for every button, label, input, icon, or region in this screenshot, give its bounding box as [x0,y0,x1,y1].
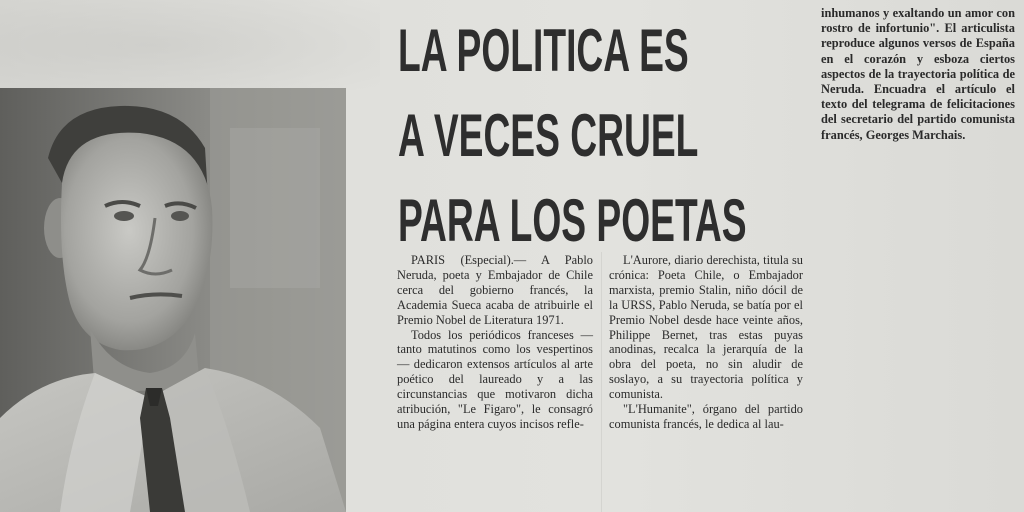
headline-line-3: PARA LOS POETAS [398,187,747,254]
paragraph: PARIS (Especial).— A Pablo Neruda, poeta y Embajador de Chile cerca del gobierno francés, la Academia Sueca acaba de atribuirle el Premio Nobel de Literatura 1971. [397,253,593,327]
paragraph: inhumanos y exaltando un amor con rostro de infortunio". El articulista reproduce algunos versos de España en el corazón y esboza ciertos aspectos de la trayectoria política de Neruda. Encuadra el artículo el texto del telegrama de felicitaciones del secretario del partido comunista francés, Georges Marchais. [821,6,1015,142]
article-column-3 [821,6,1015,143]
show-through-shadow [0,0,380,90]
portrait-illustration [0,88,346,512]
neruda-photo [0,88,346,512]
headline-line-1: LA POLITICA ES [398,17,689,84]
paragraph: "L'Humanite", órgano del partido comunista francés, le dedica al lau- [609,402,803,431]
paragraph: L'Aurore, diario derechista, titula su crónica: Poeta Chile, o Embajador marxista, premio Stalin, niño dócil de la URSS, Pablo Neruda, se batía por el Premio Nobel desde hace veinte años, Philippe Bernet, tras estas puyas anodinas, recalca la jerarquía de la obra del poeta, no sin aludir de soslayo, a su trayectoria política y comunista. [609,253,803,402]
headline-line-2: A VECES CRUEL [398,102,699,169]
paragraph: Todos los periódicos franceses —tanto matutinos como los vespertinos— dedicaron extensos artículos al arte poético del laureado y a las circunstancias que motivaron dicha atribución, "Le Figaro", le consagró una página entera cuyos incisos refle- [397,327,593,431]
article-column-2 [609,253,803,432]
article-column-1 [397,253,593,432]
column-divider [601,252,602,512]
headline [398,8,747,263]
